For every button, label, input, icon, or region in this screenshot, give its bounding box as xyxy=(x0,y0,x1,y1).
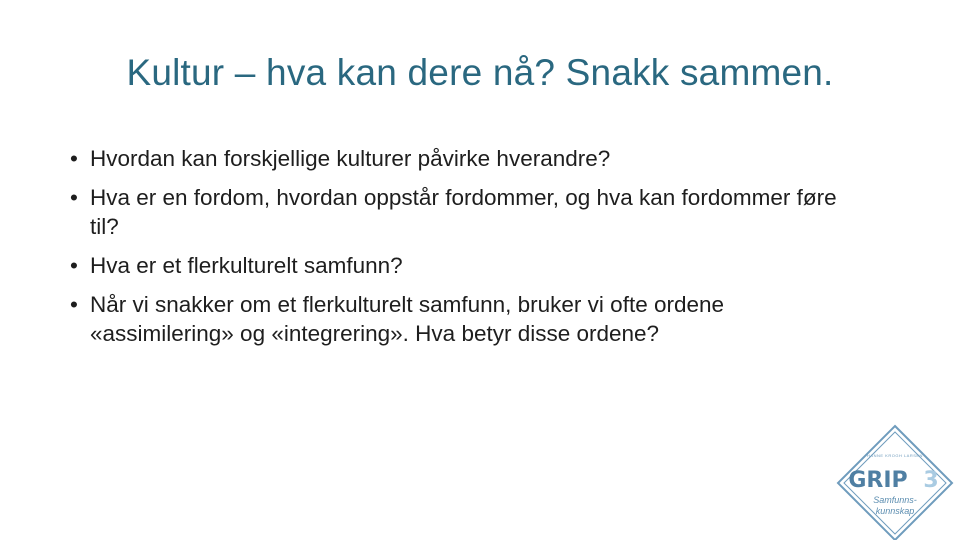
bullet-text: Hvordan kan forskjellige kulturer påvirke hverandre? xyxy=(90,146,611,171)
bullet-item xyxy=(70,183,870,241)
logo-brand: GRIP xyxy=(848,468,908,493)
bullet-item xyxy=(70,251,870,280)
bullet-icon: • xyxy=(70,292,78,317)
slide-title: Kultur – hva kan dere nå? Snakk sammen. xyxy=(126,52,834,93)
bullet-text: Hva er et flerkulturelt samfunn? xyxy=(90,253,403,278)
grip-3-diamond-logo-icon xyxy=(836,424,954,540)
bullet-icon: • xyxy=(70,185,78,210)
bullet-item xyxy=(70,144,870,173)
grip-3-logo xyxy=(836,424,954,540)
bullet-item xyxy=(70,290,870,348)
bullet-icon: • xyxy=(70,253,78,278)
bullet-text: Når vi snakker om et flerkulturelt samfunn, bruker vi ofte ordene «assimilering» og «integrering». Hva betyr disse ordene? xyxy=(90,292,725,346)
bullet-list xyxy=(70,144,870,358)
bullet-icon: • xyxy=(70,146,78,171)
logo-subtitle-2: kunnskap xyxy=(875,506,915,516)
bullet-text: Hva er en fordom, hvordan oppstår fordommer, og hva kan fordommer føre til? xyxy=(90,185,837,239)
logo-subtitle-1: Samfunns- xyxy=(873,495,917,505)
logo-number: 3 xyxy=(923,468,939,493)
logo-publisher: HANNE KROGH LARSEN xyxy=(867,453,923,458)
